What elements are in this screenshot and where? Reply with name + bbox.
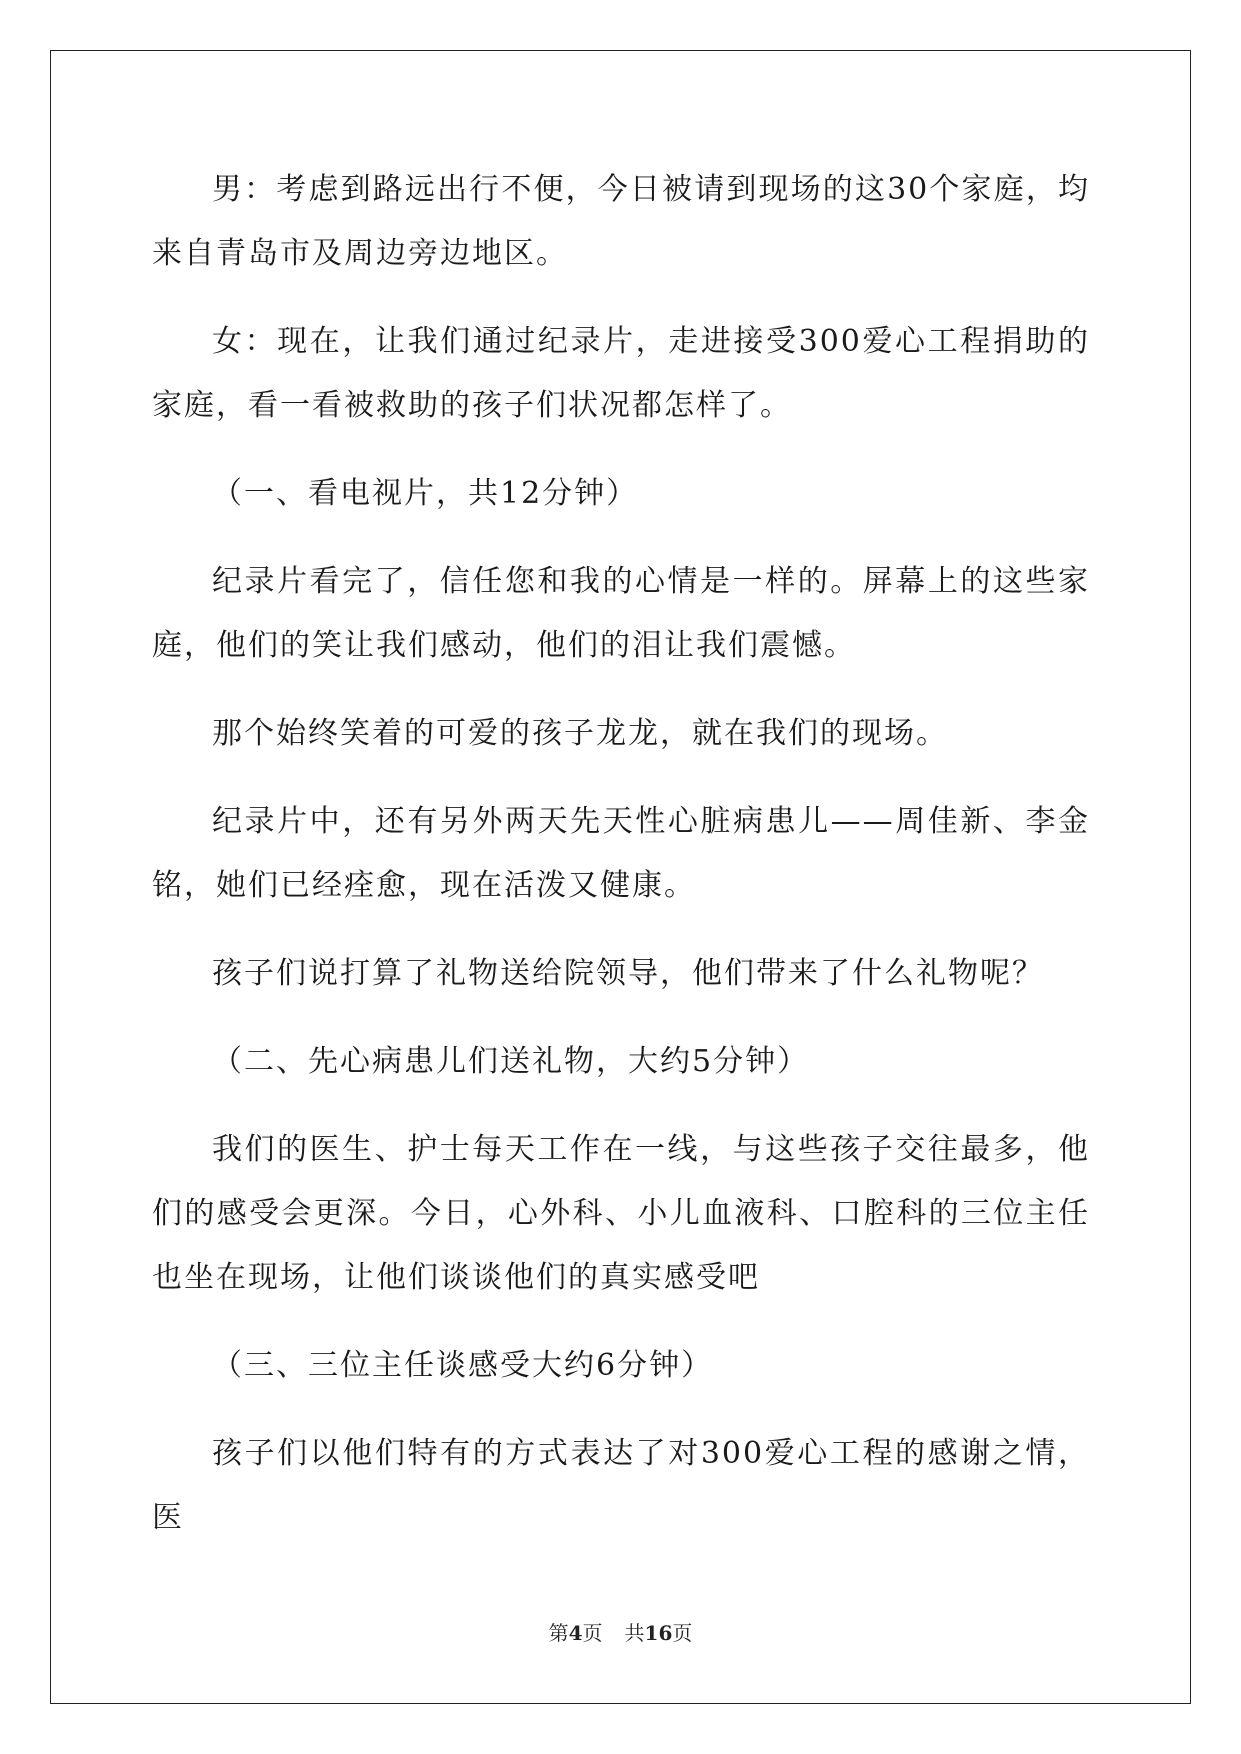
document-body bbox=[152, 158, 1090, 1550]
page-label: 第4页 bbox=[548, 1621, 603, 1645]
total-pages-number: 16 bbox=[644, 1621, 673, 1645]
total-pages-label: 共16页 bbox=[624, 1621, 693, 1645]
paragraph-2: 女：现在，让我们通过纪录片，走进接受300爱心工程捐助的家庭，看一看被救助的孩子们状况都怎样了。 bbox=[152, 324, 1090, 423]
paragraph-1: 男：考虑到路远出行不便，今日被请到现场的这30个家庭，均来自青岛市及周边旁边地区。 bbox=[152, 172, 1090, 271]
paragraph-7: 孩子们说打算了礼物送给院领导，他们带来了什么礼物呢？ bbox=[212, 956, 1044, 991]
paragraph-6: 纪录片中，还有另外两天先天性心脏病患儿——周佳新、李金铭，她们已经痊愈，现在活泼又健康。 bbox=[152, 804, 1090, 903]
paragraph-11: 孩子们以他们特有的方式表达了对300爱心工程的感谢之情，医 bbox=[152, 1436, 1090, 1535]
paragraph-5: 那个始终笑着的可爱的孩子龙龙，就在我们的现场。 bbox=[212, 716, 948, 751]
page-number: 4 bbox=[568, 1621, 583, 1645]
paragraph-4: 纪录片看完了，信任您和我的心情是一样的。屏幕上的这些家庭，他们的笑让我们感动，他们的泪让我们震憾。 bbox=[152, 564, 1090, 663]
paragraph-8: （二、先心病患儿们送礼物，大约5分钟） bbox=[212, 1044, 810, 1079]
paragraph-10: （三、三位主任谈感受大约6分钟） bbox=[212, 1348, 714, 1383]
page-footer bbox=[0, 1617, 1241, 1646]
paragraph-3: （一、看电视片，共12分钟） bbox=[212, 476, 639, 511]
paragraph-9: 我们的医生、护士每天工作在一线，与这些孩子交往最多，他们的感受会更深。今日，心外科、小儿血液科、口腔科的三位主任也坐在现场，让他们谈谈他们的真实感受吧 bbox=[152, 1132, 1090, 1295]
